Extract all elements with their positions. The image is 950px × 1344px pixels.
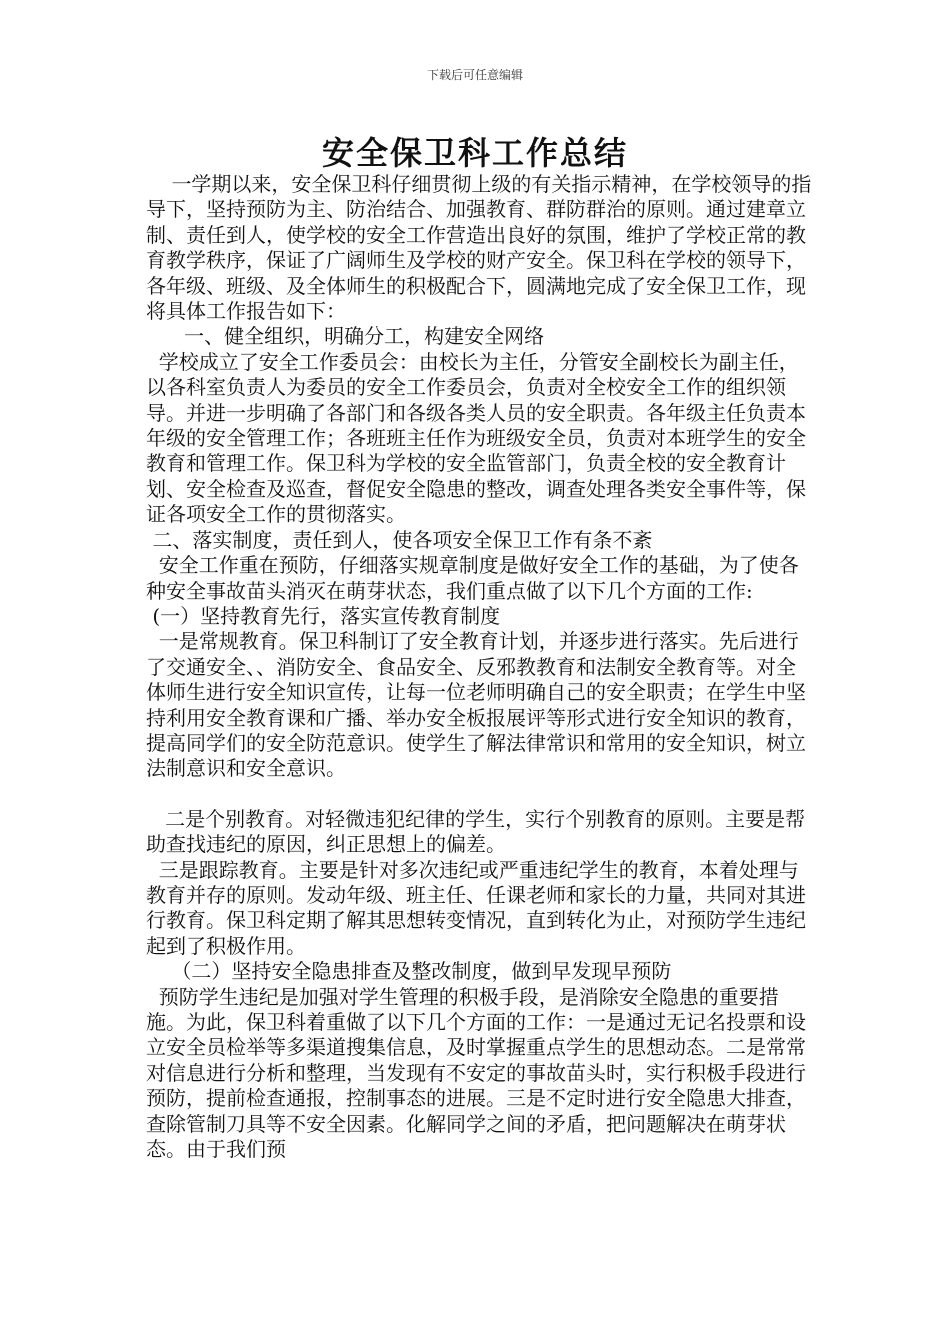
section-heading-1: 一、健全组织，明确分工，构建安全网络 bbox=[146, 324, 545, 349]
paragraph-individual-education: 二是个别教育。对轻微违犯纪律的学生，实行个别教育的原则。主要是帮助查找违纪的原因，纠正思想上的偏差。 bbox=[146, 806, 806, 857]
paragraph-tracking-education: 三是跟踪教育。主要是针对多次违纪或严重违纪学生的教育，本着处理与教育并存的原则。发动年级、班主任、任课老师和家长的力量，共同对其进行教育。保卫科定期了解其思想转变情况，直到转化为止，对预防学生违纪起到了积极作用。 bbox=[146, 857, 806, 958]
paragraph-routine-education: 一是常规教育。保卫科制订了安全教育计划，并逐步进行落实。先后进行了交通安全、、消防安全、食品安全、反邪教教育和法制安全教育等。对全体师生进行安全知识宣传，让每一位老师明确自己的安全职责；在学生中坚持利用安全教育课和广播、举办安全板报展评等形式进行安全知识的教育，提高同学们的安全防范意识。使学生了解法律常识和常用的安全知识，树立法制意识和安全意识。 bbox=[146, 629, 806, 781]
header-note: 下载后可任意编辑 bbox=[426, 68, 523, 82]
paragraph-prevention: 安全工作重在预防，仔细落实规章制度是做好安全工作的基础，为了使各种安全事故苗头消灭在萌芽状态，我们重点做了以下几个方面的工作: bbox=[146, 553, 799, 603]
subsection-heading-1: (一）坚持教育先行，落实宣传教育制度 bbox=[146, 603, 501, 628]
blank-line bbox=[146, 782, 814, 807]
page-title: 安全保卫科工作总结 bbox=[321, 134, 628, 172]
section-heading-2: 二、落实制度，责任到人，使各项安全保卫工作有条不紊 bbox=[146, 527, 653, 552]
paragraph-intro: 一学期以来，安全保卫科仔细贯彻上级的有关指示精神，在学校领导的指导下，坚持预防为主、防治结合、加强教育、群防群治的原则。通过建章立制、责任到人，使学校的安全工作营造出良好的氛围，维护了学校正常的教育教学秩序，保证了广阔师生及学校的财产安全。保卫科在学校的领导下，各年级、班级、及全体师生的积极配合下，圆满地完成了安全保卫工作，现将具体工作报告如下： bbox=[146, 172, 812, 324]
paragraph-hazard-inspection: 预防学生违纪是加强对学生管理的积极手段，是消除安全隐患的重要措施。为此，保卫科着重做了以下几个方面的工作：一是通过无记名投票和设立安全员检举等多渠道搜集信息，及时掌握重点学生的思想动态。二是常常对信息进行分析和整理，当发现有不安定的事故苗头时，实行积极手段进行预防，提前检查通报，控制事态的进展。三是不定时进行安全隐患大排查，查除管制刀具等不安全因素。化解同学之间的矛盾，把问题解决在萌芽状态。由于我们预 bbox=[146, 984, 806, 1162]
document-body bbox=[146, 172, 814, 1162]
subsection-heading-2: （二）坚持安全隐患排查及整改制度，做到早发现早预防 bbox=[146, 959, 672, 984]
paragraph-organization: 学校成立了安全工作委员会：由校长为主任，分管安全副校长为副主任，以各科室负责人为委员的安全工作委员会，负责对全校安全工作的组织领导。并进一步明确了各部门和各级各类人员的安全职责。各年级主任负责本年级的安全管理工作；各班班主任作为班级安全员，负责对本班学生的安全教育和管理工作。保卫科为学校的安全监管部门，负责全校的安全教育计划、安全检查及巡查，督促安全隐患的整改，调查处理各类安全事件等，保证各项安全工作的贯彻落实。 bbox=[146, 349, 806, 527]
